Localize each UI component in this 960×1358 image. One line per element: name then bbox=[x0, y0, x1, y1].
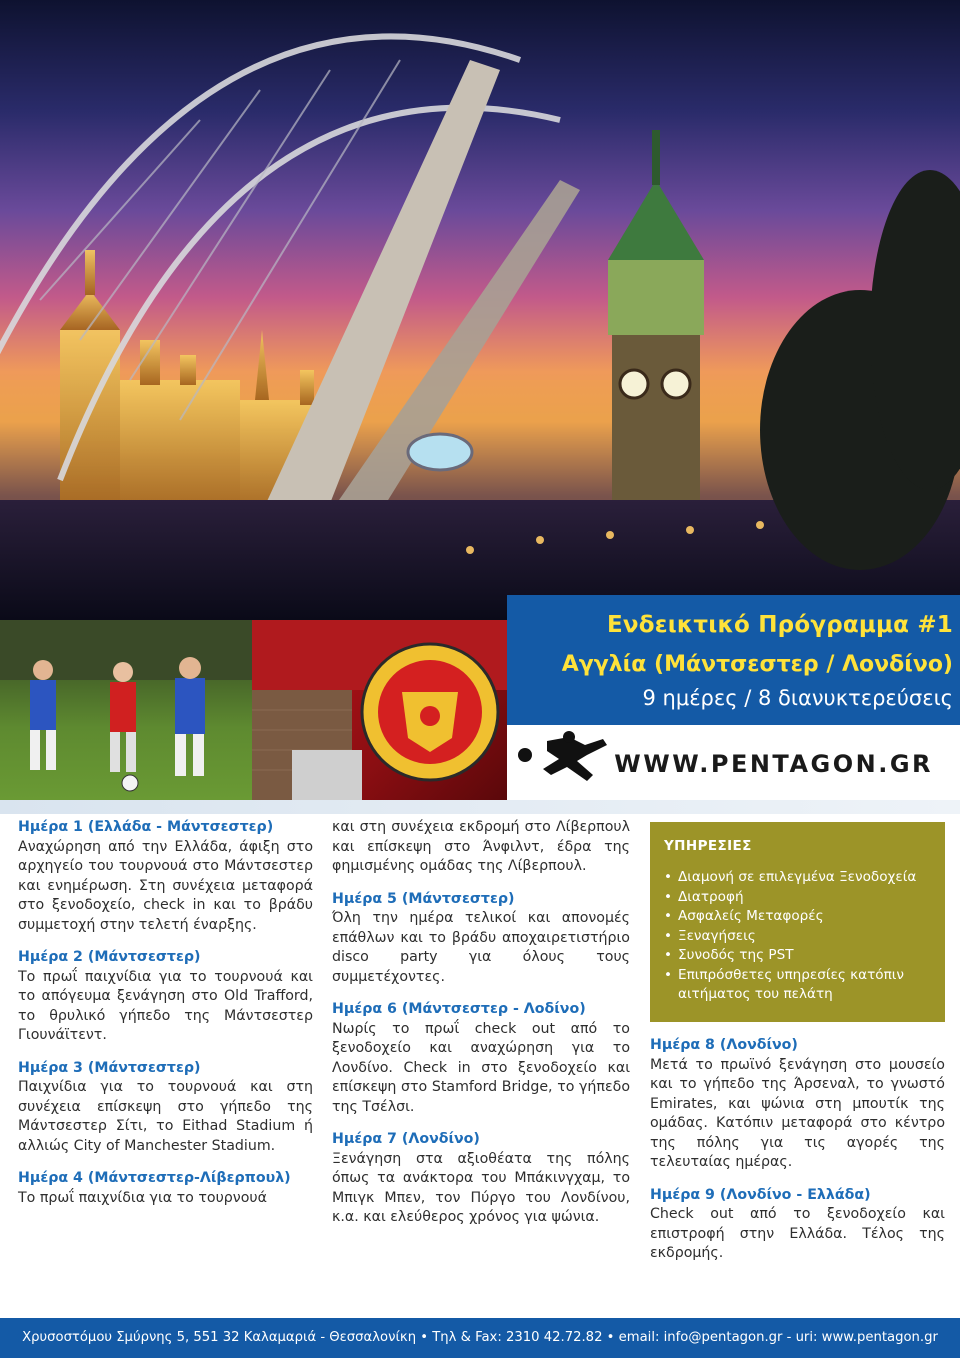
photo-youth-football-match bbox=[0, 620, 252, 800]
program-destination: Αγγλία (Μάντσεστερ / Λονδίνο) bbox=[561, 652, 953, 677]
program-title: Ενδεικτικό Πρόγραμμα #1 bbox=[606, 612, 953, 638]
contact-footer: Χρυσοστόμου Σμύρνης 5, 551 32 Καλαμαριά - Θεσσαλονίκη • Τηλ & Fax: 2310 42.72.82 • email: info@pentagon.gr - uri: www.pentagon.gr bbox=[0, 1318, 960, 1358]
itinerary-column-2 bbox=[332, 818, 630, 1228]
service-item: • Διαμονή σε επιλεγμένα Ξενοδοχεία bbox=[664, 868, 931, 888]
day-3-title: Ημέρα 3 (Μάντσεστερ) bbox=[18, 1059, 201, 1076]
manchester-united-crest-illustration bbox=[252, 620, 507, 800]
day-2-title: Ημέρα 2 (Μάντσεστερ) bbox=[18, 949, 201, 965]
players-illustration bbox=[0, 620, 252, 800]
day-7-title: Ημέρα 7 (Λονδίνο) bbox=[332, 1131, 480, 1147]
services-box bbox=[650, 822, 945, 1022]
day-1-text: Αναχώρηση από την Ελλάδα, άφιξη στο αρχηγείο του τουρνουά στο Μάντσεστερ και ενημέρωση. Στη συνέχεια μεταφορά στο ξενοδοχείο, check in και το βράδυ συμμετοχή στην τελετή έναρξης. bbox=[18, 838, 313, 933]
day-4-title: Ημέρα 4 (Μάντσεστερ-Λίβερπουλ) bbox=[18, 1170, 291, 1186]
day-4-text-continued: και στη συνέχεια εκδρομή στο Λίβερπουλ και επίσκεψη στο Άνφιλντ, έδρα της φημισμένης ομάδας της Λίβερπουλ. bbox=[332, 819, 630, 874]
day-9-title: Ημέρα 9 (Λονδίνο - Ελλάδα) bbox=[650, 1186, 871, 1203]
day-9-text: Check out από το ξενοδοχείο και επιστροφή στην Ελλάδα. Τέλος της εκδρομής. bbox=[650, 1206, 945, 1261]
london-skyline-illustration bbox=[0, 0, 960, 620]
day-3-text: Παιχνίδια για το τουρνουά και στη συνέχεια επίσκεψη στο γήπεδο της Μάντσεστερ Σίτι, το Eithad Stadium ή αλλιώς City of Manchester Stadium. bbox=[18, 1079, 313, 1154]
service-item: • Ξεναγήσεις bbox=[664, 927, 931, 947]
day-5-title: Ημέρα 5 (Μάντσεστερ) bbox=[332, 890, 515, 907]
day-2-text: Το πρωΐ παιχνίδια για το τουρνουά και το απόγευμα ξενάγηση στο Old Trafford, το θρυλικό γήπεδο της Μάντσεστερ Γιουνάϊτεντ. bbox=[18, 968, 313, 1043]
service-item: • Ασφαλείς Μεταφορές bbox=[664, 907, 931, 927]
program-duration: 9 ημέρες / 8 διανυκτερεύσεις bbox=[642, 686, 953, 710]
photo-old-trafford-tunnel bbox=[252, 620, 507, 800]
day-8-title: Ημέρα 8 (Λονδίνο) bbox=[650, 1037, 798, 1053]
day-4-text-start: Το πρωΐ παιχνίδια για το τουρνουά bbox=[18, 1189, 267, 1206]
service-item: • Επιπρόσθετες υπηρεσίες κατόπιν αιτήματος του πελάτη bbox=[664, 966, 931, 1005]
section-divider bbox=[0, 800, 960, 814]
day-7-text: Ξενάγηση στα αξιοθέατα της πόλης όπως τα ανάκτορα του Μπάκινγχαμ, το Μπιγκ Μπεν, τον Πύργο του Λονδίνου, κ.α. και ελεύθερος χρόνος για ψώνια. bbox=[332, 1150, 630, 1225]
services-list bbox=[664, 868, 931, 1005]
day-6-text: Νωρίς το πρωΐ check out από το ξενοδοχείο και αναχώρηση για το Λονδίνο. Check in στο ξενοδοχείο και επίσκεψη στο Stamford Bridge, το γήπεδο της Τσέλσι. bbox=[332, 1020, 630, 1115]
day-1-title: Ημέρα 1 (Ελλάδα - Μάντσεστερ) bbox=[18, 819, 274, 835]
service-item: • Διατροφή bbox=[664, 888, 931, 908]
day-8-text: Μετά το πρωϊνό ξενάγηση στο μουσείο και το γήπεδο της Άρσεναλ, το γνωστό Emirates, και ψώνια στη μπουτίκ της ομάδας. Κατόπιν μεταφορά στο κέντρο της πόλης για τις αγορές της τελευταίας ημέρας. bbox=[650, 1056, 945, 1170]
itinerary-column-1 bbox=[18, 818, 313, 1208]
services-title: ΥΠΗΡΕΣΙΕΣ bbox=[664, 838, 752, 854]
day-5-text: Όλη την ημέρα τελικοί και απονομές επάθλων και το βράδυ αποχαιρετιστήριο disco party για όλους τους συμμετέχοντες. bbox=[332, 910, 630, 985]
hero-photo-london bbox=[0, 0, 960, 620]
day-6-title: Ημέρα 6 (Μάντσεστερ - Λοδίνο) bbox=[332, 1001, 586, 1017]
website-link[interactable]: WWW.PENTAGON.GR bbox=[614, 750, 933, 778]
itinerary-column-3 bbox=[650, 1036, 945, 1264]
service-item: • Συνοδός της PST bbox=[664, 946, 931, 966]
